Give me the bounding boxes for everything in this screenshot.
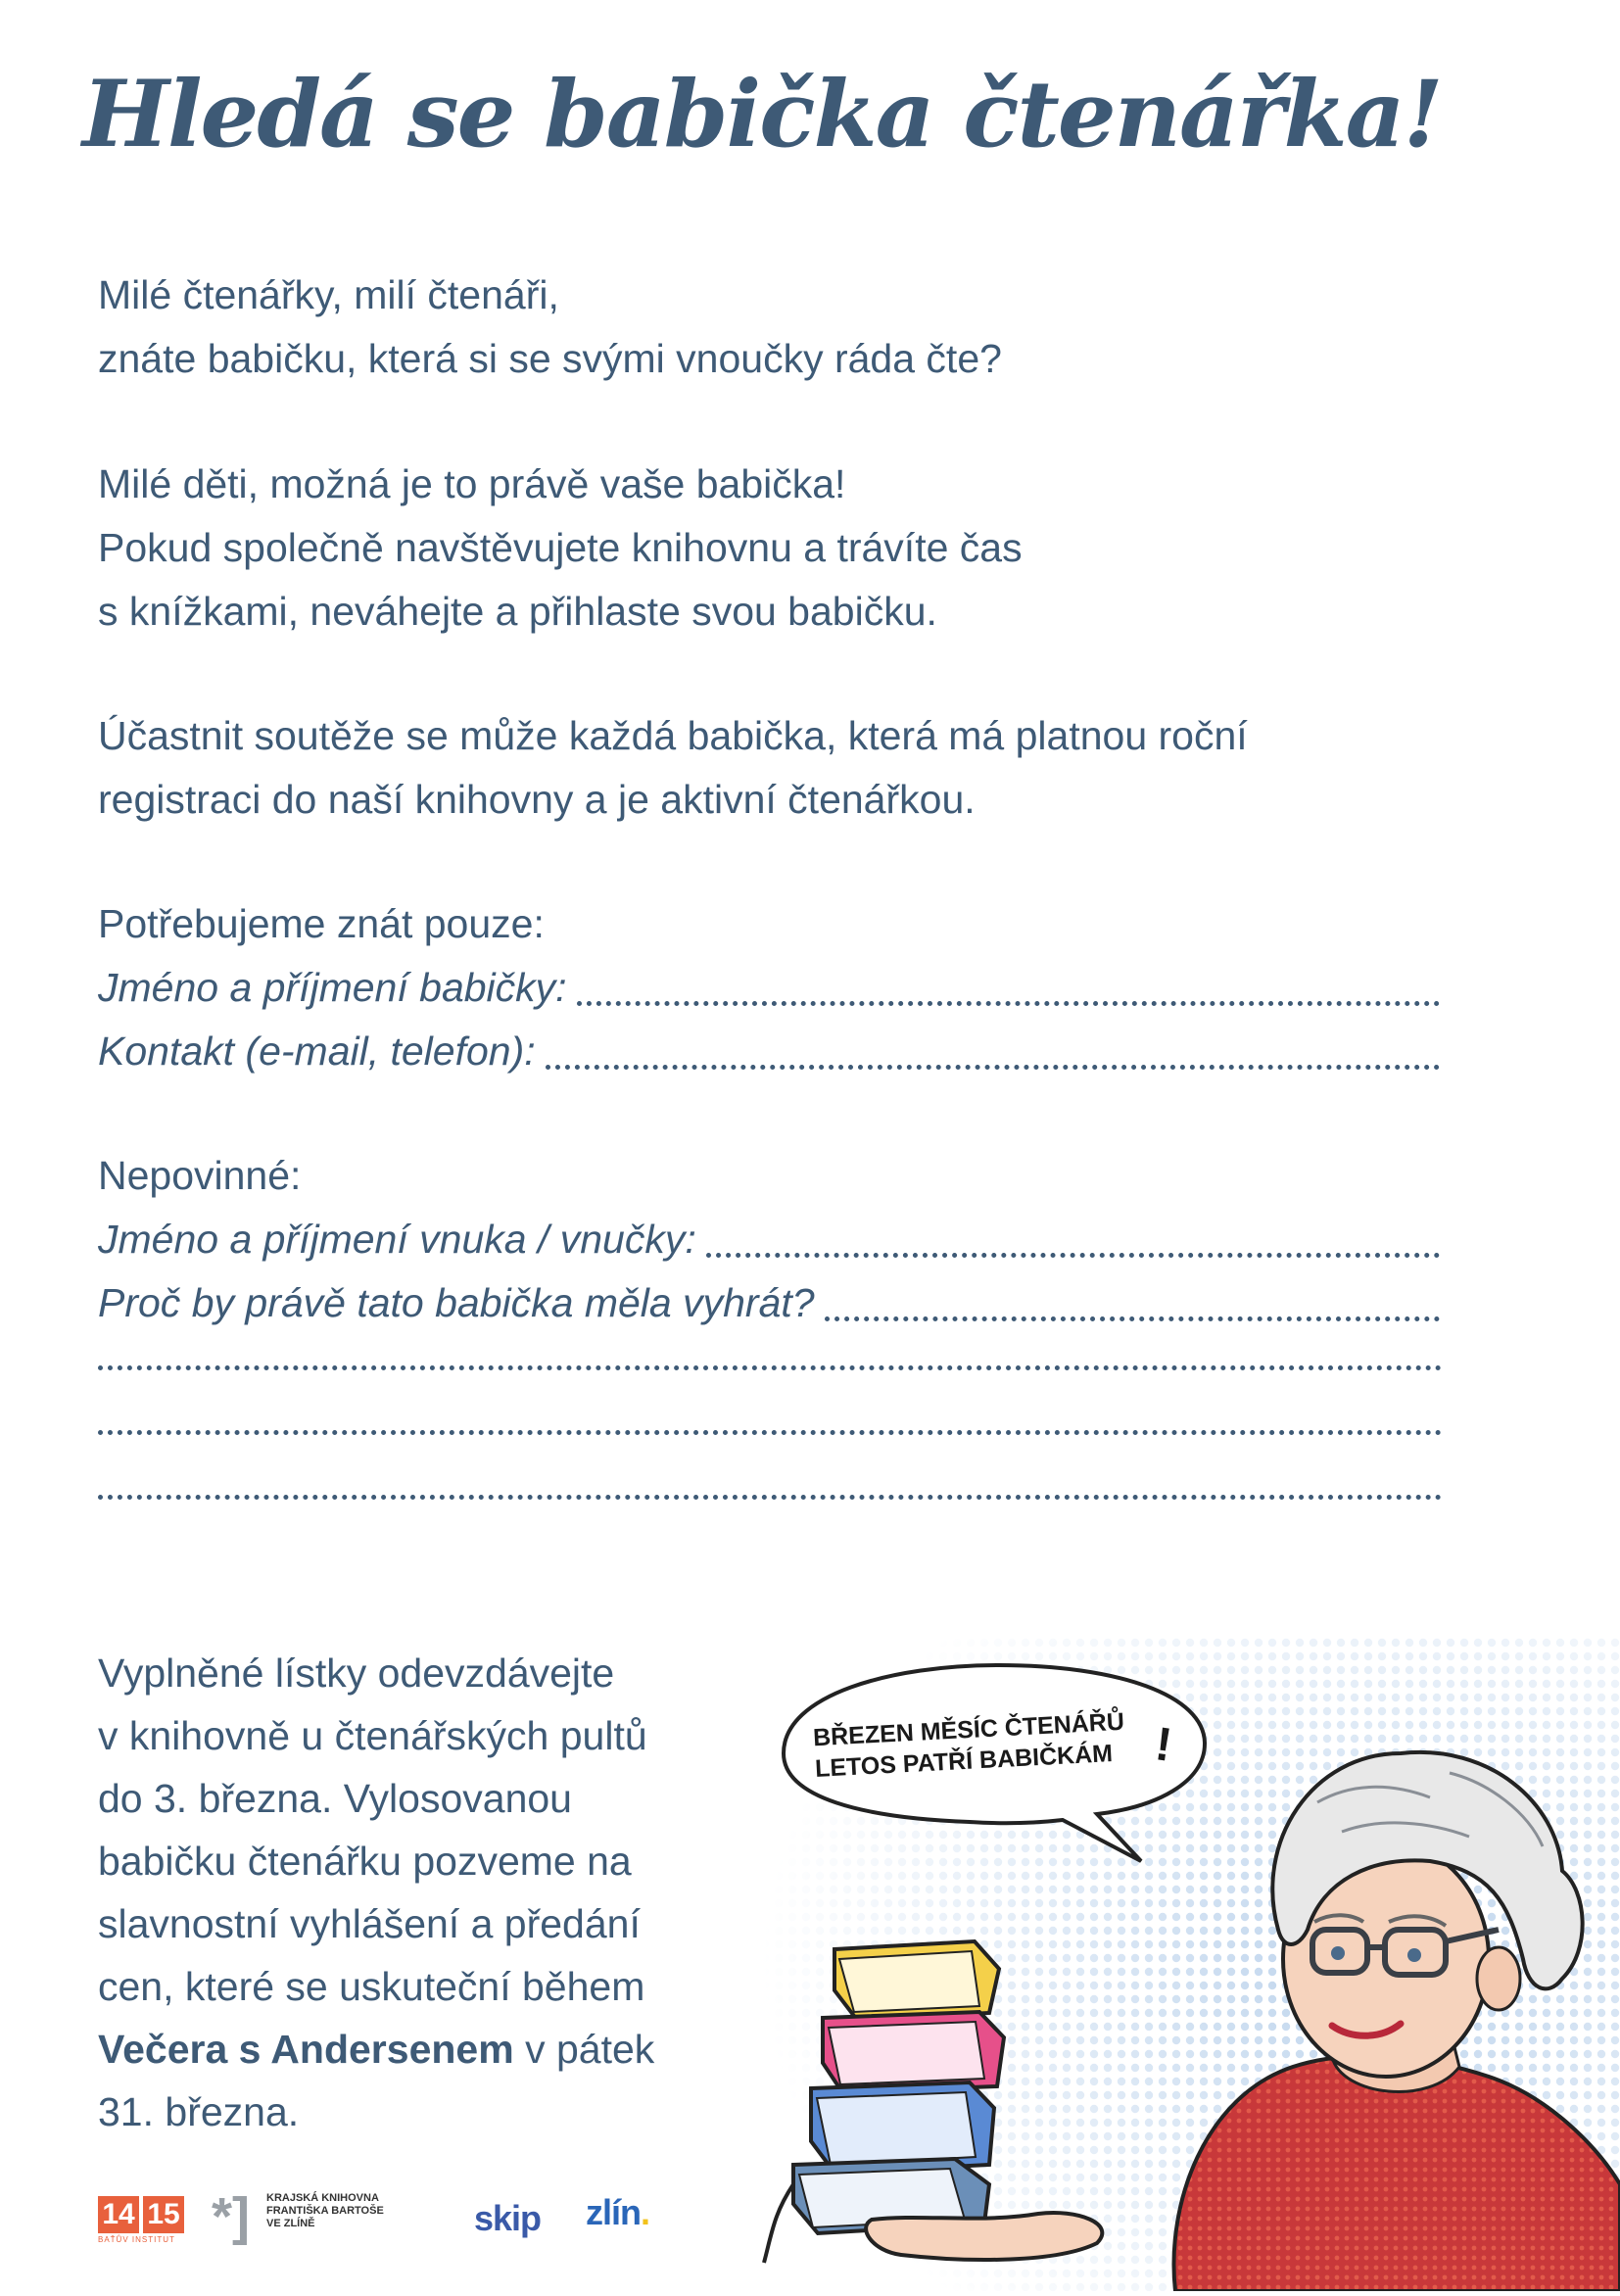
bubble-line-1: BŘEZEN MĚSÍC ČTENÁŘŮ xyxy=(812,1707,1125,1752)
bubble-line-2: LETOS PATŘÍ BABIČKÁM xyxy=(814,1740,1114,1783)
why-win-extra-line-2[interactable] xyxy=(98,1430,1442,1435)
rules-line-1: Účastnit soutěže se může každá babička, která má platnou roční xyxy=(98,713,1248,758)
kids-line-2: Pokud společně navštěvujete knihovnu a trávíte čas xyxy=(98,525,1023,570)
why-win-extra-line-3[interactable] xyxy=(98,1495,1442,1500)
rules-line-2: registraci do naší knihovny a je aktivní čtenářkou. xyxy=(98,777,976,822)
logo-1415-left: 14 xyxy=(98,2196,139,2233)
grandma-name-label: Jméno a příjmení babičky: xyxy=(98,965,567,1010)
library-line-3: VE ZLÍNĚ xyxy=(266,2218,315,2229)
why-win-extra-line-1[interactable] xyxy=(98,1365,1442,1370)
library-line-2: FRANTIŠKA BARTOŠE xyxy=(266,2205,384,2217)
intro-line-2: znáte babičku, která si se svými vnoučky ráda čte? xyxy=(98,336,1002,381)
closing-line-1: Vyplněné lístky odevzdávejte xyxy=(98,1650,615,1696)
logo-skip: skip xyxy=(474,2198,542,2238)
kids-line-1: Milé děti, možná je to právě vaše babička! xyxy=(98,461,846,506)
optional-heading: Nepovinné: xyxy=(98,1153,302,1198)
closing-line-6: cen, které se uskuteční během xyxy=(98,1964,645,2009)
why-win-field[interactable] xyxy=(98,1270,1442,1335)
page-title: Hledá se babička čtenářka! xyxy=(82,61,1442,168)
why-win-fill-line[interactable] xyxy=(825,1316,1440,1321)
logo-1415-subtitle: BAŤŮV INSTITUT xyxy=(98,2235,175,2244)
closing-line-4: babičku čtenářku pozveme na xyxy=(98,1839,632,1884)
submission-info xyxy=(98,1642,774,2143)
event-name: Večera s Andersenem xyxy=(98,2027,514,2072)
intro-line-1: Milé čtenářky, milí čtenáři, xyxy=(98,272,559,317)
contact-label: Kontakt (e-mail, telefon): xyxy=(98,1028,536,1074)
kids-line-3: s knížkami, neváhejte a přihlaste svou babičku. xyxy=(98,589,937,634)
grandchild-name-field[interactable] xyxy=(98,1207,1442,1271)
library-line-1: KRAJSKÁ KNIHOVNA xyxy=(266,2192,379,2204)
required-heading: Potřebujeme znát pouze: xyxy=(98,901,545,946)
grandchild-name-fill-line[interactable] xyxy=(706,1253,1440,1258)
logo-1415 xyxy=(98,2190,188,2249)
closing-line-2: v knihovně u čtenářských pultů xyxy=(98,1713,647,1758)
asterisk-bracket-icon: *] xyxy=(212,2187,250,2246)
logo-zlin xyxy=(586,2192,649,2233)
closing-line-8: 31. března. xyxy=(98,2089,300,2134)
why-win-label: Proč by právě tato babička měla vyhrát? xyxy=(98,1280,815,1325)
closing-line-5: slavnostní vyhlášení a předání xyxy=(98,1901,641,1946)
grandchild-name-label: Jméno a příjmení vnuka / vnučky: xyxy=(98,1217,696,1262)
logo-1415-right: 15 xyxy=(143,2196,184,2233)
logo-zlin-dot: . xyxy=(641,2192,650,2232)
grandma-name-field[interactable] xyxy=(98,955,1442,1020)
contact-fill-line[interactable] xyxy=(546,1065,1440,1070)
grandma-name-fill-line[interactable] xyxy=(577,1001,1440,1006)
bubble-exclaim: ! xyxy=(1152,1718,1175,1772)
logo-zlin-text: zlín xyxy=(586,2192,641,2232)
grandma-illustration xyxy=(744,1636,1620,2291)
closing-line-3: do 3. března. Vylosovanou xyxy=(98,1776,572,1821)
closing-line-7-rest: v pátek xyxy=(513,2027,655,2072)
contact-field[interactable] xyxy=(98,1019,1442,1083)
closing-line-7 xyxy=(98,2027,654,2072)
